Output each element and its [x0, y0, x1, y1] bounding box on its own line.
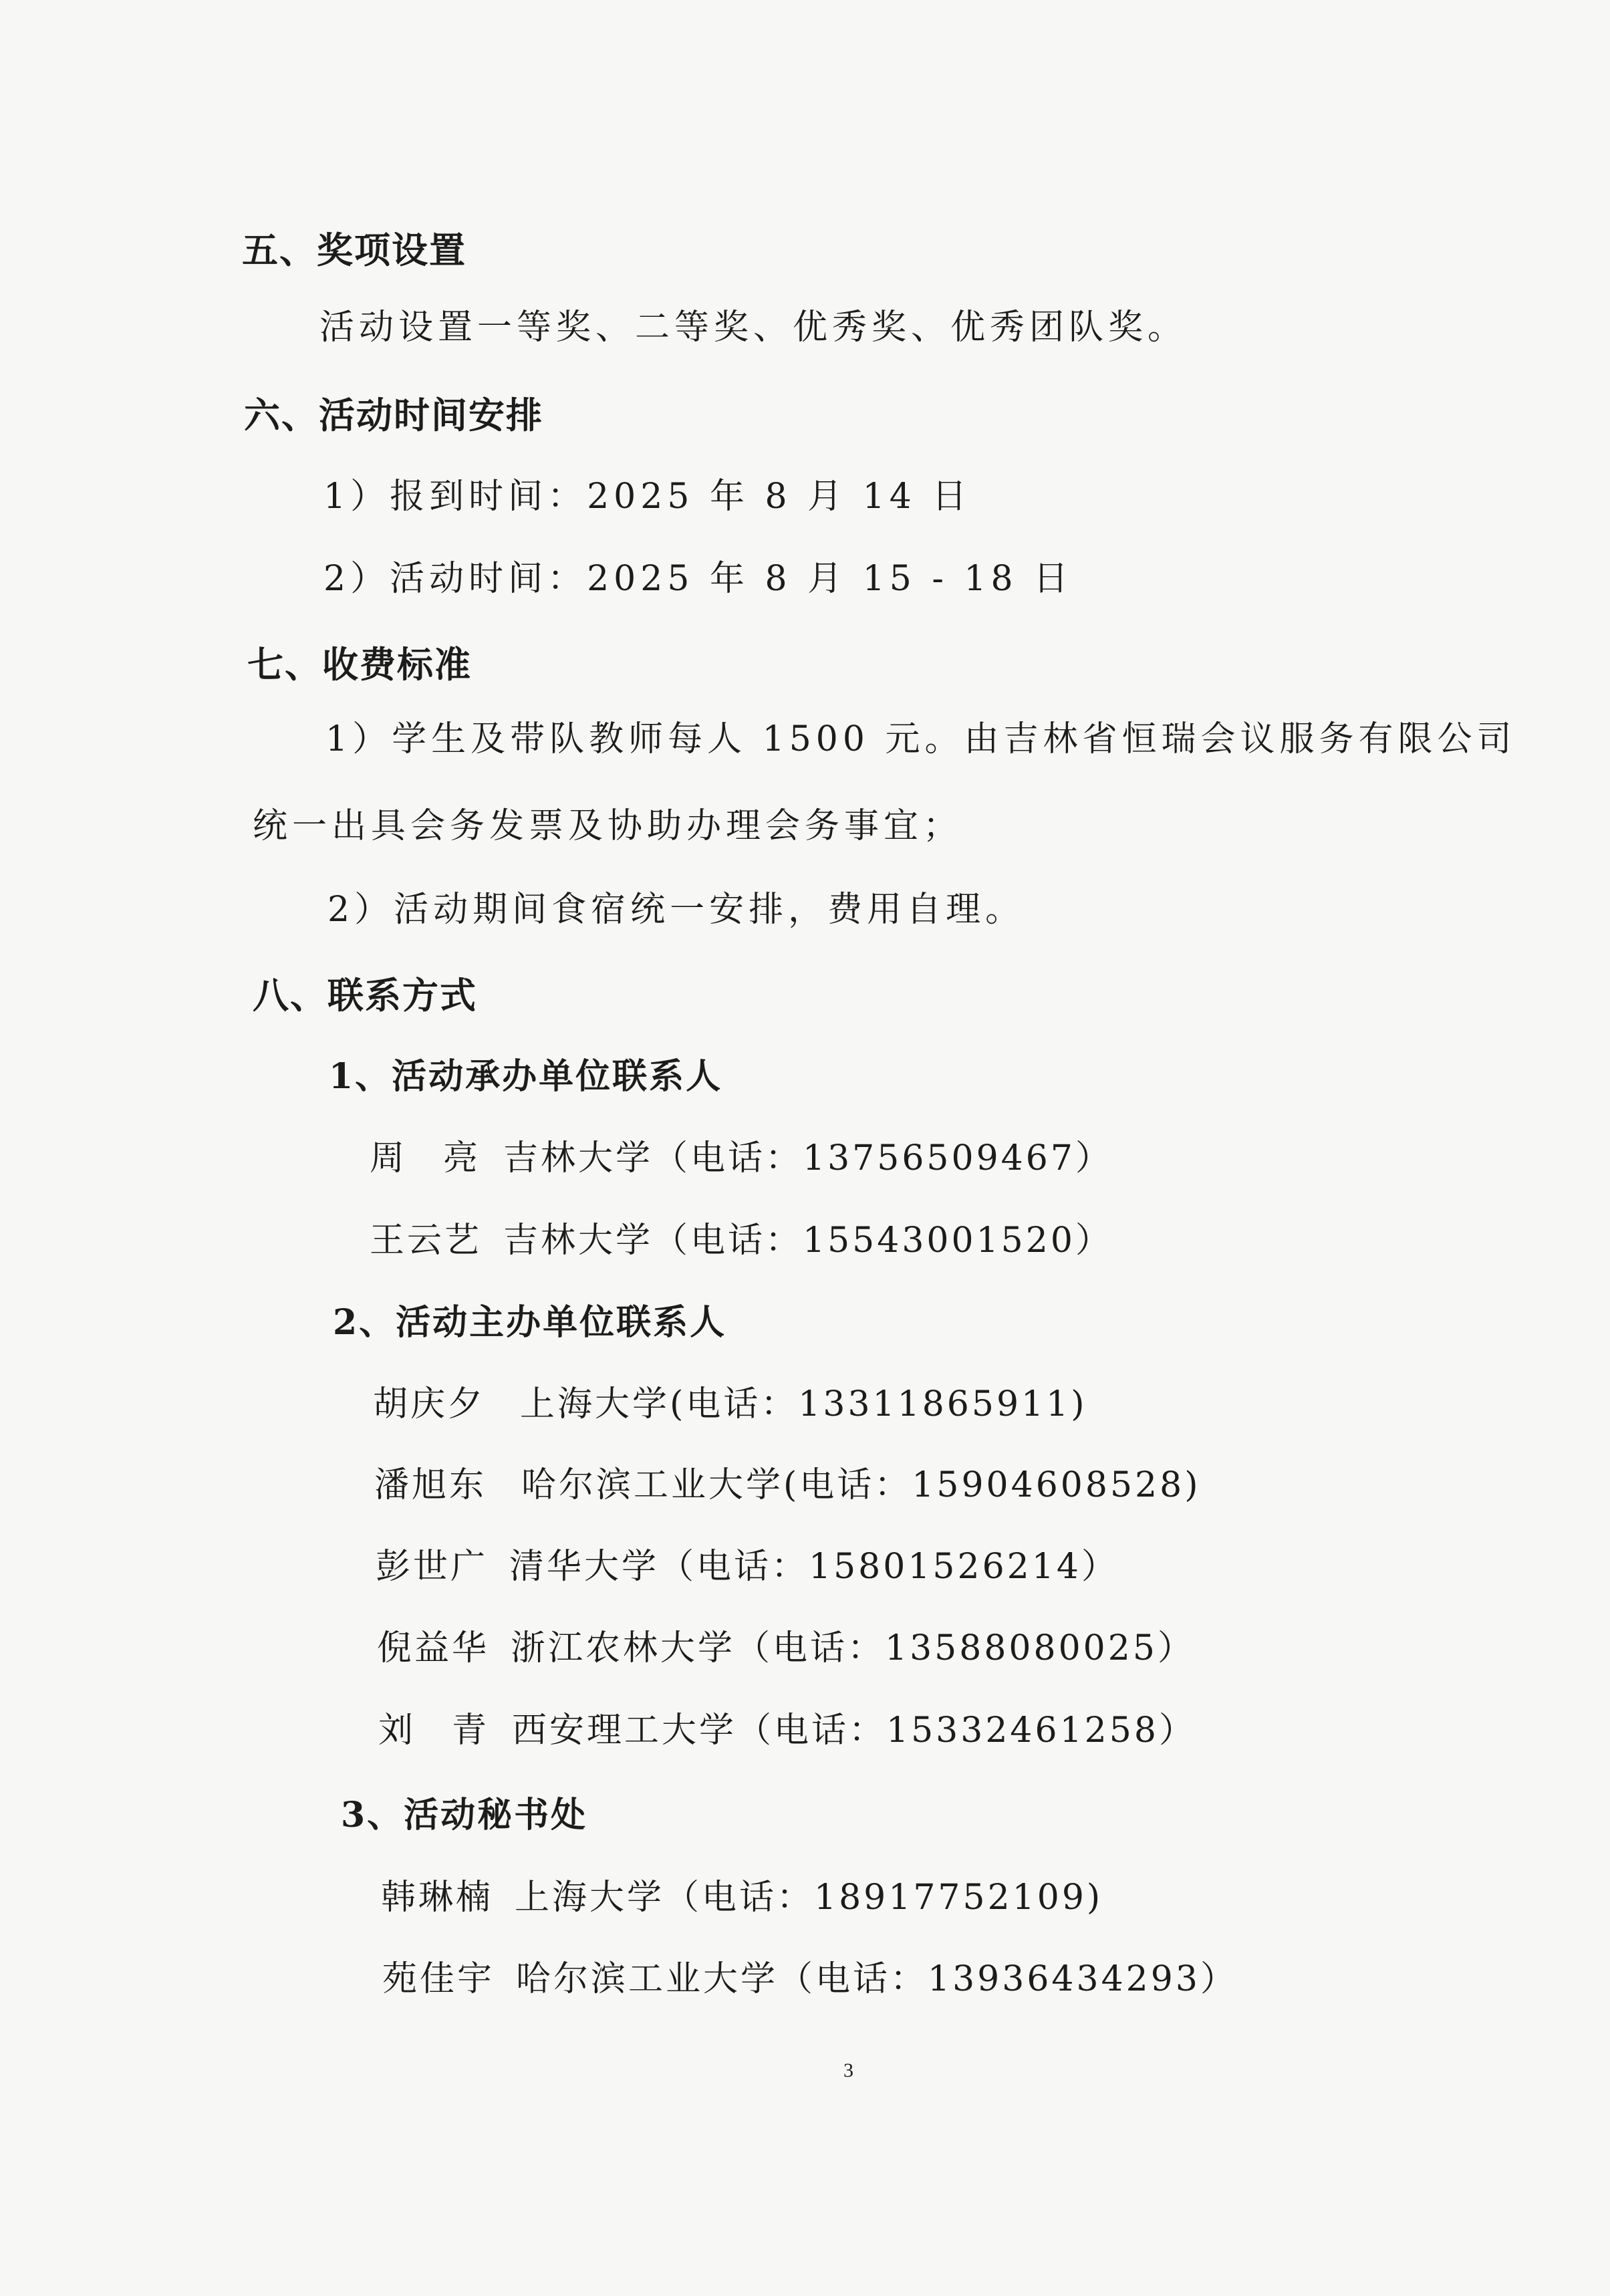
contact-org-phone: 吉林大学（电话：15543001520） [503, 1221, 1113, 1261]
contact-name: 潘旭东 [374, 1465, 487, 1505]
section-6-item-2: 2）活动时间：2025 年 8 月 15 - 18 日 [323, 559, 1073, 599]
section-8-heading: 八、联系方式 [253, 975, 477, 1017]
contact-group-3-title: 3、活动秘书处 [341, 1795, 588, 1835]
contact-name: 倪益华 [377, 1628, 490, 1668]
contact-row [381, 1878, 1103, 1918]
contact-name: 胡庆夕 [373, 1384, 486, 1424]
contact-row [377, 1628, 1195, 1668]
contact-name: 韩琳楠 [381, 1878, 494, 1918]
contact-group-2-title: 2、活动主办单位联系人 [333, 1302, 727, 1343]
contact-org-phone: 浙江农林大学（电话：13588080025） [511, 1628, 1195, 1668]
section-7-item-1-line-1: 1）学生及带队教师每人 1500 元。由吉林省恒瑞会议服务有限公司 [325, 719, 1516, 759]
contact-org-phone: 上海大学（电话：18917752109) [515, 1878, 1103, 1918]
contact-row [370, 1221, 1113, 1261]
contact-name: 刘青 [378, 1710, 526, 1751]
contact-org-phone: 西安理工大学（电话：15332461258） [512, 1710, 1196, 1751]
contact-row [373, 1384, 1087, 1424]
contact-row [370, 1138, 1113, 1178]
contact-name: 周亮 [370, 1138, 517, 1178]
contact-name: 苑佳宇 [382, 1959, 495, 1999]
section-7-item-2: 2）活动期间食宿统一安排，费用自理。 [327, 890, 1025, 930]
contact-org-phone: 哈尔滨工业大学（电话：13936434293） [516, 1959, 1238, 1999]
contact-row [376, 1547, 1119, 1587]
contact-row [374, 1465, 1201, 1505]
section-7-item-1-line-2: 统一出具会务发票及协助办理会务事宜； [253, 806, 963, 846]
page-number: 3 [843, 2059, 853, 2081]
contact-org-phone: 清华大学（电话：15801526214） [509, 1547, 1119, 1587]
contact-group-1-title: 1、活动承办单位联系人 [329, 1056, 723, 1097]
contact-row [378, 1710, 1196, 1751]
section-5-text: 活动设置一等奖、二等奖、优秀奖、优秀团队奖。 [319, 307, 1188, 348]
contact-org-phone: 上海大学(电话：13311865911) [520, 1384, 1087, 1424]
contact-row [382, 1959, 1238, 1999]
contact-name: 王云艺 [370, 1221, 483, 1261]
section-7-heading: 七、收费标准 [247, 644, 472, 686]
section-6-heading: 六、活动时间安排 [244, 394, 543, 436]
section-6-item-1: 1）报到时间：2025 年 8 月 14 日 [323, 477, 972, 517]
contact-name: 彭世广 [376, 1547, 489, 1587]
contact-org-phone: 吉林大学（电话：13756509467） [503, 1138, 1113, 1178]
contact-org-phone: 哈尔滨工业大学(电话：15904608528) [521, 1465, 1201, 1505]
section-5-heading: 五、奖项设置 [242, 229, 466, 271]
